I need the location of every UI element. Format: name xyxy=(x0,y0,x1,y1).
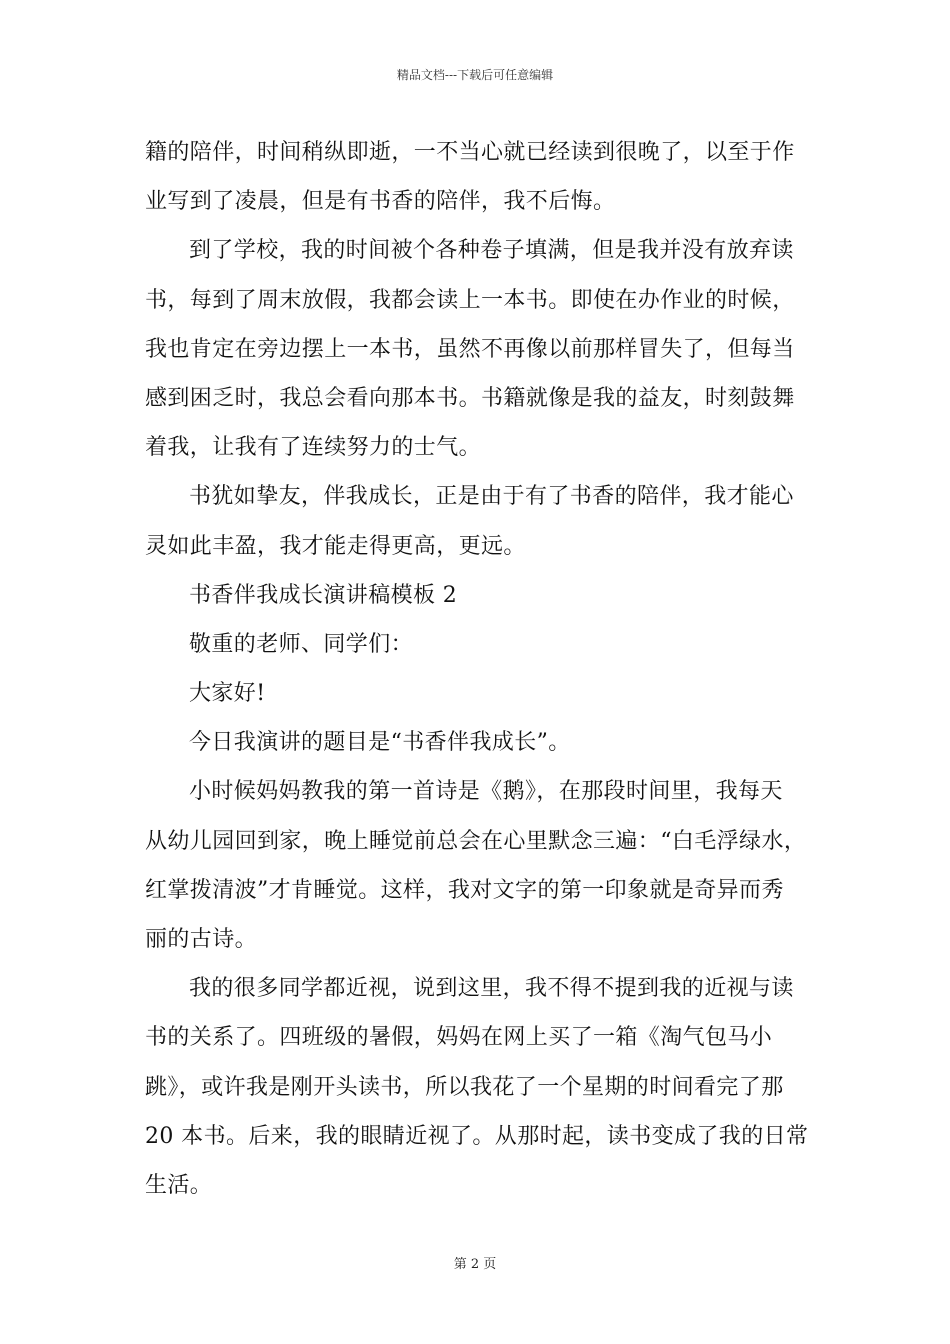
text-line: 感到困乏时，我总会看向那本书。书籍就像是我的益友，时刻鼓舞 xyxy=(145,385,795,411)
text-line: 小时候妈妈教我的第一首诗是《鹅》，在那段时间里，我每天 xyxy=(189,779,783,805)
text-line: 跳》，或许我是刚开头读书，所以我花了一个星期的时间看完了那 xyxy=(145,1074,784,1100)
text-line: 书的关系了。四班级的暑假，妈妈在网上买了一箱《淘气包马小 xyxy=(145,1025,773,1051)
text-line: 我的很多同学都近视，说到这里，我不得不提到我的近视与读 xyxy=(189,976,794,1002)
text-line: 书，每到了周末放假，我都会读上一本书。即使在办作业的时候， xyxy=(145,287,795,313)
text-line: 书犹如挚友，伴我成长，正是由于有了书香的陪伴，我才能心 xyxy=(189,484,794,510)
text-line: 书香伴我成长演讲稿模板 2 xyxy=(189,582,458,608)
text-line: 从幼儿园回到家，晚上睡觉前总会在心里默念三遍：“白毛浮绿水， xyxy=(145,828,807,854)
document-body xyxy=(145,128,813,1210)
page-header: 精品文档---下载后可任意编辑 xyxy=(396,68,554,82)
text-line: 红掌拨清波”才肯睡觉。这样，我对文字的第一印象就是奇异而秀 xyxy=(145,877,784,903)
text-line: 丽的古诗。 xyxy=(145,927,258,952)
text-line: 籍的陪伴，时间稍纵即逝，一不当心就已经读到很晚了，以至于作 xyxy=(145,140,795,165)
text-line: 敬重的老师、同学们： xyxy=(189,631,414,657)
text-line: 灵如此丰盈，我才能走得更高，更远。 xyxy=(145,533,526,559)
text-line: 生活。 xyxy=(145,1172,213,1198)
text-line: 我也肯定在旁边摆上一本书，虽然不再像以前那样冒失了，但每当 xyxy=(145,336,795,362)
text-line: 大家好! xyxy=(189,681,266,707)
page-number: 第 2 页 xyxy=(453,1257,497,1272)
text-line: 20 本书。后来，我的眼睛近视了。从那时起，读书变成了我的日常 xyxy=(145,1123,809,1149)
text-line: 业写到了凌晨，但是有书香的陪伴，我不后悔。 xyxy=(145,189,616,215)
text-line: 今日我演讲的题目是“书香伴我成长”。 xyxy=(189,730,571,756)
text-line: 着我，让我有了连续努力的士气。 xyxy=(145,435,482,461)
text-line: 到了学校，我的时间被个各种卷子填满，但是我并没有放弃读 xyxy=(189,238,794,264)
